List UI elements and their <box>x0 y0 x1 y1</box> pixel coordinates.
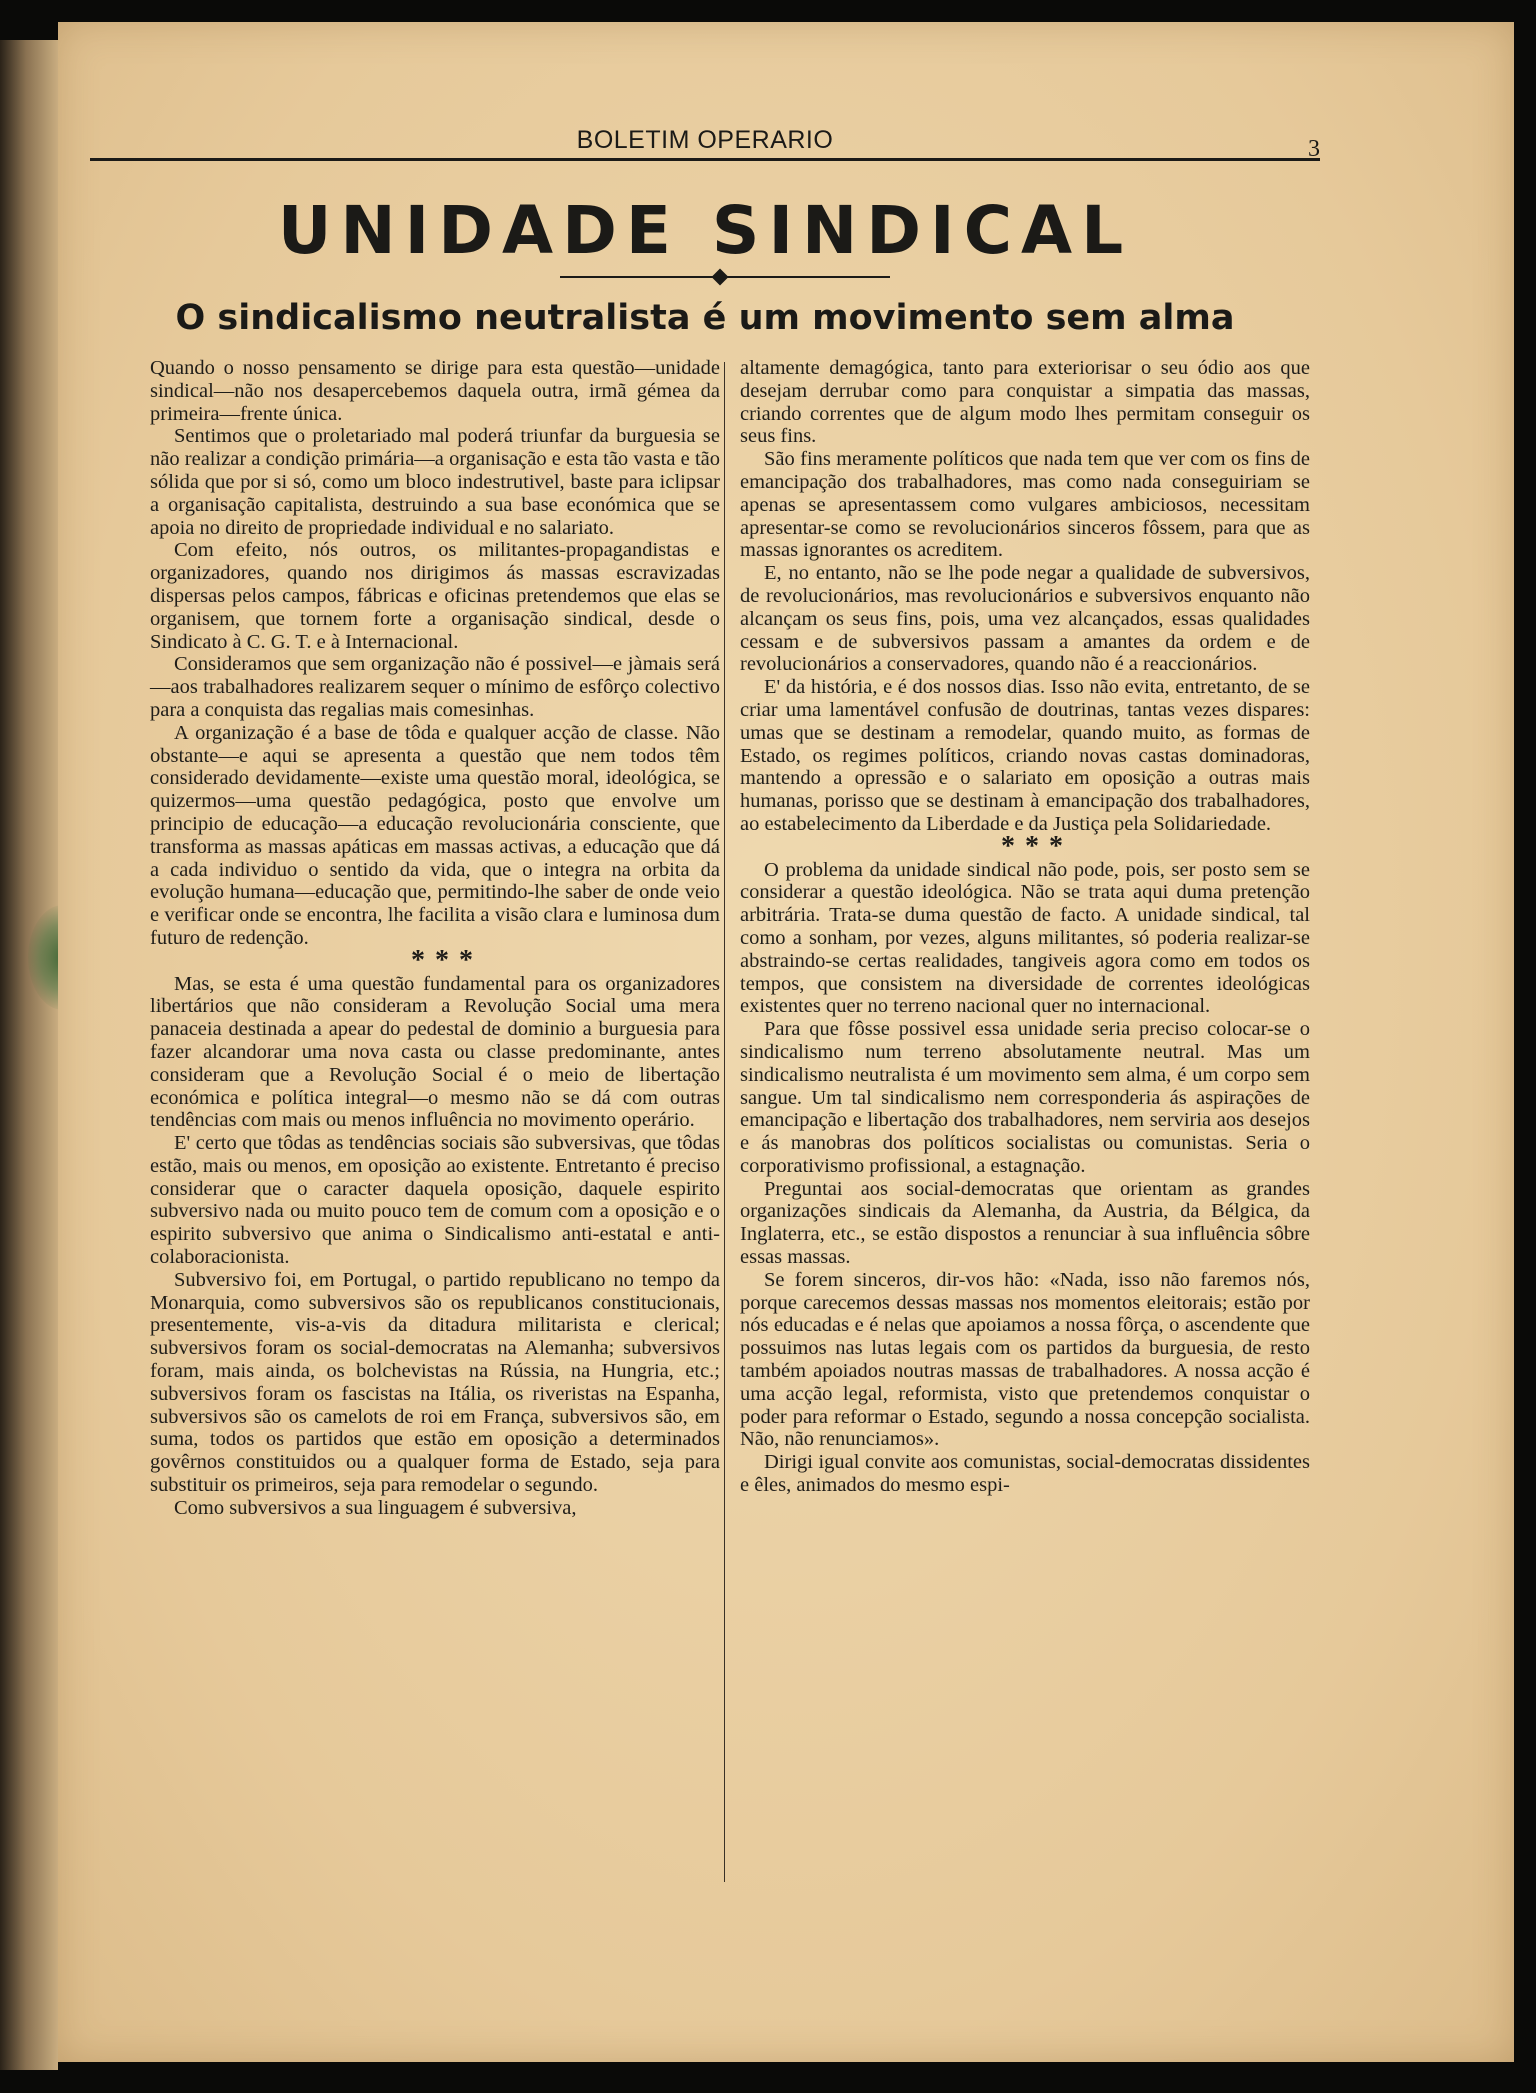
paragraph: O problema da unidade sindical não pode, pois, ser posto sem se considerar a questão ideológica. Não se trata aqui duma pretenção arbitrária. Trata-se duma questão de facto. A unidade sindical, tal como a sonham, por vezes, alguns militantes, só poderia realizar-se abstraindo-se certas realidades, tangiveis agora como em todos os tempos, que consistem na diversidade de correntes ideológicas existentes quer no terreno nacional quer no internacional. <box>740 858 1310 1018</box>
paragraph: Mas, se esta é uma questão fundamental para os organizadores libertários que não consideram a Revolução Social uma mera panaceia destinada a apear do pedestal de dominio a burguesia para fazer alcandorar uma nova casta ou classe predominante, antes consideram que a Revolução Social é o meio de libertação económica e política integral—o mesmo não se dá com outras tendências com mais ou menos influência no movimento operário. <box>150 972 720 1132</box>
paragraph: Sentimos que o proletariado mal poderá triunfar da burguesia se não realizar a condição primária—a organisação e esta tão vasta e tão sólida que por si só, como um bloco indestrutivel, baste para iclipsar a organisação capitalista, destruindo a sua base económica que se apoia no direito de propriedade individual e no salariato. <box>150 425 720 539</box>
article-title: UNIDADE SINDICAL <box>277 192 1133 269</box>
paragraph: Quando o nosso pensamento se dirige para esta questão—unidade sindical—não nos desapercebemos daquela outra, irmã gémea da primeira—frente única. <box>150 357 720 425</box>
paragraph: São fins meramente políticos que nada tem que ver com os fins de emancipação dos trabalhadores, mas como nada conseguiriam se apenas se apresentassem como vulgares ambiciosos, necessitam apresentar-se como se revolucionários sinceros fôssem, para que as massas ignorantes os acreditem. <box>740 448 1310 562</box>
paragraph: Com efeito, nós outros, os militantes-propagandistas e organizadores, quando nos dirigimos ás massas escravizadas dispersas pelos campos, fábricas e oficinas pretendemos que elas se organisem, que tornem forte a organisação sindical, desde o Sindicato à C. G. T. e à Internacional. <box>150 539 720 653</box>
paragraph: altamente demagógica, tanto para exteriorisar o seu ódio aos que desejam derrubar como para conquistar a simpatia das massas, criando correntes que de algum modo lhes permitam conseguir os seus fins. <box>740 357 1310 448</box>
left-column <box>150 357 720 1520</box>
paragraph: Dirigi igual convite aos comunistas, social-democratas dissidentes e êles, animados do mesmo espi- <box>740 1451 1310 1497</box>
paragraph: E, no entanto, não se lhe pode negar a qualidade de subversivos, de revolucionários, mas revolucionários e subversivos enquanto não alcançam os seus fins, pois, uma vez alcançados, essas qualidades cessam e de subversivos passam a amantes da ordem e de revolucionários a conservadores, quando não é a reaccionários. <box>740 562 1310 676</box>
article-subtitle: O sindicalismo neutralista é um movimento sem alma <box>175 298 1235 338</box>
paragraph: E' da história, e é dos nossos dias. Isso não evita, entretanto, de se criar uma lamentável confusão de doutrinas, tantas vezes dispares: umas que se destinam a remodelar, quando muito, as formas de Estado, os regimes políticos, criando novas castas dominadoras, mantendo a opressão e o salariato em oposição a outras mais humanas, porisso que se destinam à emancipação dos trabalhadores, ao estabelecimento da Liberdade e da Justiça pela Solidariedade. <box>740 676 1310 835</box>
page-number: 3 <box>1308 136 1320 162</box>
paragraph: Se forem sinceros, dir-vos hão: «Nada, isso não faremos nós, porque carecemos dessas massas nos momentos eleitorais; estão por nós educadas e é nelas que apoiamos a nossa fôrça, o ascendente que possuimos nas lutas legais com os partidos da burguesia, de resto também apoiados noutras massas de trabalhadores. A nossa acção é uma acção legal, reformista, visto que pretendemos conquistar o poder para reformar o Estado, segundo a nossa concepção socialista. Não, não renunciamos». <box>740 1268 1310 1451</box>
paragraph: Preguntai aos social-democratas que orientam as grandes organizações sindicais da Alemanha, da Austria, da Bélgica, da Inglaterra, etc., se estão dispostos a renunciar à sua influência sôbre essas massas. <box>740 1177 1310 1269</box>
right-column <box>740 357 1310 1497</box>
running-title: BOLETIM OPERARIO <box>576 126 834 154</box>
section-separator: *** <box>1001 830 1073 862</box>
paragraph: A organização é a base de tôda e qualquer acção de classe. Não obstante—e aqui se apresenta a questão que nem todos têm considerado devidamente—existe uma questão moral, ideológica, se quizermos—uma questão pedagógica, posto que envolve um principio de educação—a educação revolucionária consciente, que transforma as massas apáticas em massas activas, a educação que dá a cada individuo o sentido da vida, que o integra na orbita da evolução humana—educação que, permitindo-lhe saber de onde veio e verificar onde se encontra, lhe facilita a visão clara e luminosa dum futuro de redenção. <box>150 721 720 949</box>
paragraph: Como subversivos a sua linguagem é subversiva, <box>174 1496 577 1519</box>
paragraph: E' certo que tôdas as tendências sociais são subversivas, que tôdas estão, mais ou menos, em oposição ao existente. Entretanto é preciso considerar que o caracter daquela oposição, daquele espirito subversivo nada ou muito pouco tem de comum com a oposição e o espirito subversivo que anima o Sindicalismo anti-estatal e anti-colaboracionista. <box>150 1132 720 1269</box>
section-separator: *** <box>411 944 483 976</box>
paragraph: Para que fôsse possivel essa unidade seria preciso colocar-se o sindicalismo num terreno absolutamente neutral. Mas um sindicalismo neutralista é um movimento sem alma, é um corpo sem sangue. Um tal sindicalismo nem corresponderia ás aspirações de emancipação e libertação dos trabalhadores, nem serviria aos desejos e ás manobras dos políticos socialistas ou comunistas. Seria o corporativismo profissional, a estagnação. <box>740 1018 1310 1177</box>
page-header <box>90 122 1320 161</box>
column-divider <box>724 362 725 1882</box>
paragraph: Subversivo foi, em Portugal, o partido republicano no tempo da Monarquia, como subversivos são os republicanos constitucionais, presentemente, vis-a-vis da ditadura militarista e clerical; subversivos foram os social-democratas na Alemanha; subversivos foram, mais ainda, os bolchevistas na Rússia, na Hungria, etc.; subversivos foram os fascistas na Itália, os riveristas na Espanha, subversivos são os camelots de roi em França, subversivos são, em suma, todos os partidos que estão em oposição a determinados govêrnos constituidos ou a qualquer forma de Estado, seja para substituir os primeiros, seja para remodelar o segundo. <box>150 1268 720 1497</box>
paragraph: Consideramos que sem organização não é possivel—e jàmais será—aos trabalhadores realizarem sequer o mínimo de esfôrço colectivo para a conquista das regalias mais comesinhas. <box>150 653 720 721</box>
previous-page-edge <box>0 40 58 2070</box>
